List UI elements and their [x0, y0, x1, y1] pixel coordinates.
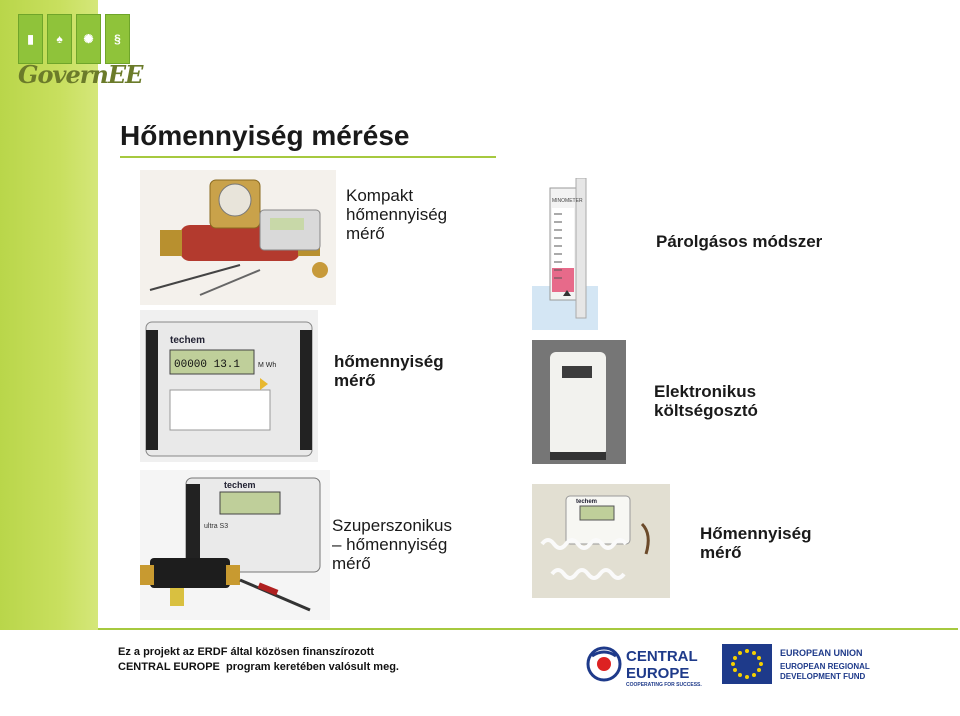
footer-line-1: Ez a projekt az ERDF által közösen finanszírozott — [118, 646, 375, 658]
meter-display: 00000 13.1 — [174, 359, 241, 371]
ultrasonic-meter-photo — [140, 470, 330, 620]
eu-line-3: DEVELOPMENT FUND — [780, 672, 866, 681]
techem-brand-3: techem — [576, 499, 598, 505]
ce-line-1: CENTRAL — [626, 648, 698, 665]
eu-line-2: EUROPEAN REGIONAL — [780, 662, 870, 671]
left-green-band — [0, 0, 98, 630]
eu-line-1: EUROPEAN UNION — [780, 648, 863, 658]
building-icon: ▮ — [18, 14, 43, 64]
central-europe-logo — [586, 642, 714, 688]
compact-heat-meter-photo — [140, 170, 336, 305]
label-homennyiseg-mero-2: Hőmennyiség mérő — [700, 524, 812, 562]
logo-wordmark: GovernEE — [18, 60, 143, 89]
ultra-label: ultra S3 — [204, 523, 229, 530]
label-kompakt: Kompakt hőmennyiség mérő — [346, 186, 448, 243]
techem-heat-meter-photo — [140, 310, 318, 462]
label-parolgasos: Párolgásos módszer — [656, 232, 823, 251]
label-homennyiseg-mero: hőmennyiség mérő — [334, 352, 444, 390]
sun-icon: ✺ — [76, 14, 101, 64]
label-elektronikus: Elektronikus költségosztó — [654, 382, 758, 420]
eu-logo — [722, 644, 870, 686]
page-title: Hőmennyiség mérése — [120, 120, 410, 151]
title-underline — [120, 156, 496, 158]
footer-line-2: CENTRAL EUROPE program keretében valósult meg. — [118, 661, 399, 673]
paragraph-icon: § — [105, 14, 130, 64]
meter-unit: M Wh — [258, 362, 277, 369]
leaf-icon: ♠ — [47, 14, 72, 64]
evaporator-brand: MINOMETER — [552, 198, 583, 204]
label-szuperszonikus: Szuperszonikus – hőmennyiség mérő — [332, 516, 453, 573]
coiled-heat-meter-photo — [532, 484, 670, 598]
evaporator-photo — [532, 178, 598, 330]
ce-tagline: COOPERATING FOR SUCCESS. — [626, 682, 702, 688]
ce-line-2: EUROPE — [626, 665, 690, 682]
techem-brand: techem — [170, 335, 206, 346]
techem-brand-2: techem — [224, 480, 256, 490]
cost-allocator-photo — [532, 340, 626, 464]
